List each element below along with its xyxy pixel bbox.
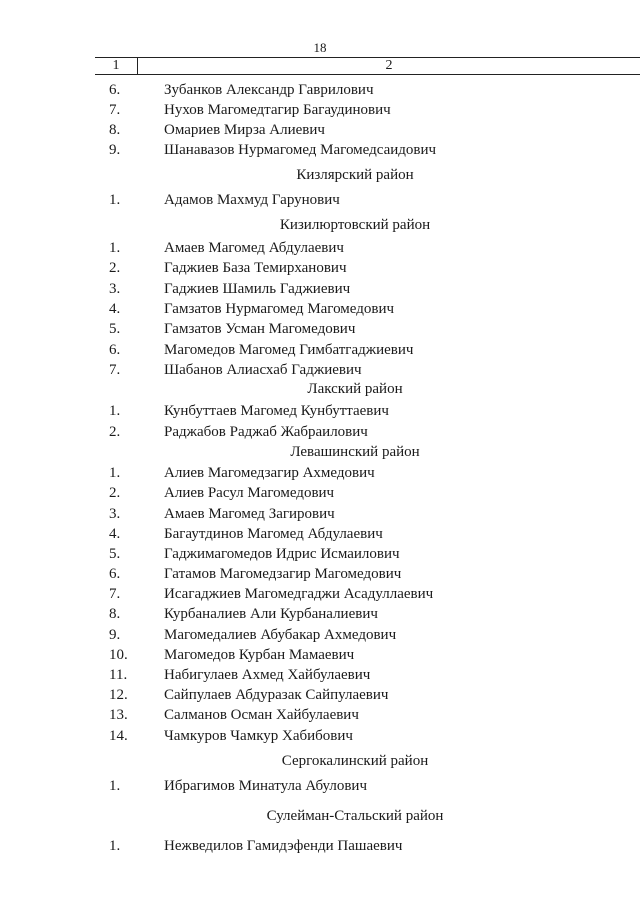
person-name: Исагаджиев Магомедгаджи Асадуллаевич <box>164 586 434 602</box>
table-header-col1: 1 <box>95 58 138 74</box>
item-number: 12. <box>109 687 128 703</box>
list-item <box>0 685 640 705</box>
item-number: 2. <box>109 260 121 276</box>
person-name: Багаутдинов Магомед Абдулаевич <box>164 526 383 542</box>
person-name: Сайпулаев Абдуразак Сайпулаевич <box>164 687 389 703</box>
item-number: 6. <box>109 566 121 582</box>
page-number: 18 <box>313 40 327 55</box>
item-number: 2. <box>109 424 121 440</box>
list-item <box>0 776 640 796</box>
list-item <box>0 463 640 483</box>
list-item <box>0 360 640 380</box>
list-item <box>0 120 640 140</box>
item-number: 1. <box>109 778 121 794</box>
item-number: 8. <box>109 606 121 622</box>
person-name: Гатамов Магомедзагир Магомедович <box>164 566 402 582</box>
item-number: 7. <box>109 102 121 118</box>
item-number: 4. <box>109 301 121 317</box>
list-item <box>0 665 640 685</box>
item-number: 1. <box>109 465 121 481</box>
item-number: 7. <box>109 362 121 378</box>
list-item <box>0 483 640 503</box>
list-item <box>0 422 640 442</box>
section-heading-kizlyar: Кизлярский район <box>296 167 414 183</box>
item-number: 8. <box>109 122 121 138</box>
person-name: Адамов Махмуд Гарунович <box>164 192 340 208</box>
item-number: 9. <box>109 142 121 158</box>
person-name: Алиев Магомедзагир Ахмедович <box>164 465 375 481</box>
item-number: 1. <box>109 192 121 208</box>
list-item <box>0 726 640 746</box>
person-name: Кунбуттаев Магомед Кунбуттаевич <box>164 403 389 419</box>
list-item <box>0 279 640 299</box>
person-name: Раджабов Раджаб Жабраилович <box>164 424 368 440</box>
list-item <box>0 645 640 665</box>
section-heading-lak: Лакский район <box>307 381 403 397</box>
section-heading-kizilyurt: Кизилюртовский район <box>279 217 431 233</box>
item-number: 3. <box>109 506 121 522</box>
section-heading-sergokala: Сергокалинский район <box>281 753 429 769</box>
person-name: Гаджиев База Темирханович <box>164 260 347 276</box>
person-name: Амаев Магомед Абдулаевич <box>164 240 344 256</box>
item-number: 5. <box>109 546 121 562</box>
item-number: 1. <box>109 838 121 854</box>
person-name: Амаев Магомед Загирович <box>164 506 335 522</box>
person-name: Шанавазов Нурмагомед Магомедсаидович <box>164 142 437 158</box>
list-item <box>0 319 640 339</box>
item-number: 1. <box>109 403 121 419</box>
item-number: 4. <box>109 526 121 542</box>
item-number: 7. <box>109 586 121 602</box>
person-name: Алиев Расул Магомедович <box>164 485 335 501</box>
person-name: Ибрагимов Минатула Абулович <box>164 778 367 794</box>
person-name: Гамзатов Нурмагомед Магомедович <box>164 301 395 317</box>
list-item <box>0 238 640 258</box>
person-name: Шабанов Алиасхаб Гаджиевич <box>164 362 362 378</box>
person-name: Чамкуров Чамкур Хабибович <box>164 728 353 744</box>
person-name: Гаджимагомедов Идрис Исмаилович <box>164 546 400 562</box>
list-item <box>0 140 640 160</box>
item-number: 11. <box>109 667 128 683</box>
person-name: Зубанков Александр Гаврилович <box>164 82 374 98</box>
person-name: Курбаналиев Али Курбаналиевич <box>164 606 378 622</box>
list-item <box>0 190 640 210</box>
item-number: 9. <box>109 627 121 643</box>
person-name: Магомедалиев Абубакар Ахмедович <box>164 627 397 643</box>
list-item <box>0 524 640 544</box>
person-name: Нежведилов Гамидэфенди Пашаевич <box>164 838 403 854</box>
list-item <box>0 584 640 604</box>
list-item <box>0 604 640 624</box>
item-number: 13. <box>109 707 128 723</box>
person-name: Набигулаев Ахмед Хайбулаевич <box>164 667 371 683</box>
section-heading-levashi: Левашинский район <box>290 444 420 460</box>
item-number: 3. <box>109 281 121 297</box>
list-item <box>0 504 640 524</box>
list-item <box>0 258 640 278</box>
person-name: Нухов Магомедтагир Багаудинович <box>164 102 391 118</box>
list-item <box>0 340 640 360</box>
list-item <box>0 625 640 645</box>
person-name: Салманов Осман Хайбулаевич <box>164 707 359 723</box>
section-heading-suleiman: Сулейман-Стальский район <box>266 808 444 824</box>
list-item <box>0 401 640 421</box>
item-number: 10. <box>109 647 128 663</box>
list-item <box>0 564 640 584</box>
list-item <box>0 299 640 319</box>
person-name: Гамзатов Усман Магомедович <box>164 321 356 337</box>
list-item <box>0 100 640 120</box>
list-item <box>0 836 640 856</box>
person-name: Омариев Мирза Алиевич <box>164 122 325 138</box>
table-header <box>95 57 640 75</box>
item-number: 6. <box>109 342 121 358</box>
list-item <box>0 544 640 564</box>
person-name: Гаджиев Шамиль Гаджиевич <box>164 281 351 297</box>
item-number: 6. <box>109 82 121 98</box>
list-item <box>0 705 640 725</box>
person-name: Магомедов Магомед Гимбатгаджиевич <box>164 342 414 358</box>
item-number: 2. <box>109 485 121 501</box>
list-item <box>0 80 640 100</box>
person-name: Магомедов Курбан Мамаевич <box>164 647 355 663</box>
item-number: 1. <box>109 240 121 256</box>
item-number: 5. <box>109 321 121 337</box>
item-number: 14. <box>109 728 128 744</box>
table-header-col2: 2 <box>385 58 393 73</box>
